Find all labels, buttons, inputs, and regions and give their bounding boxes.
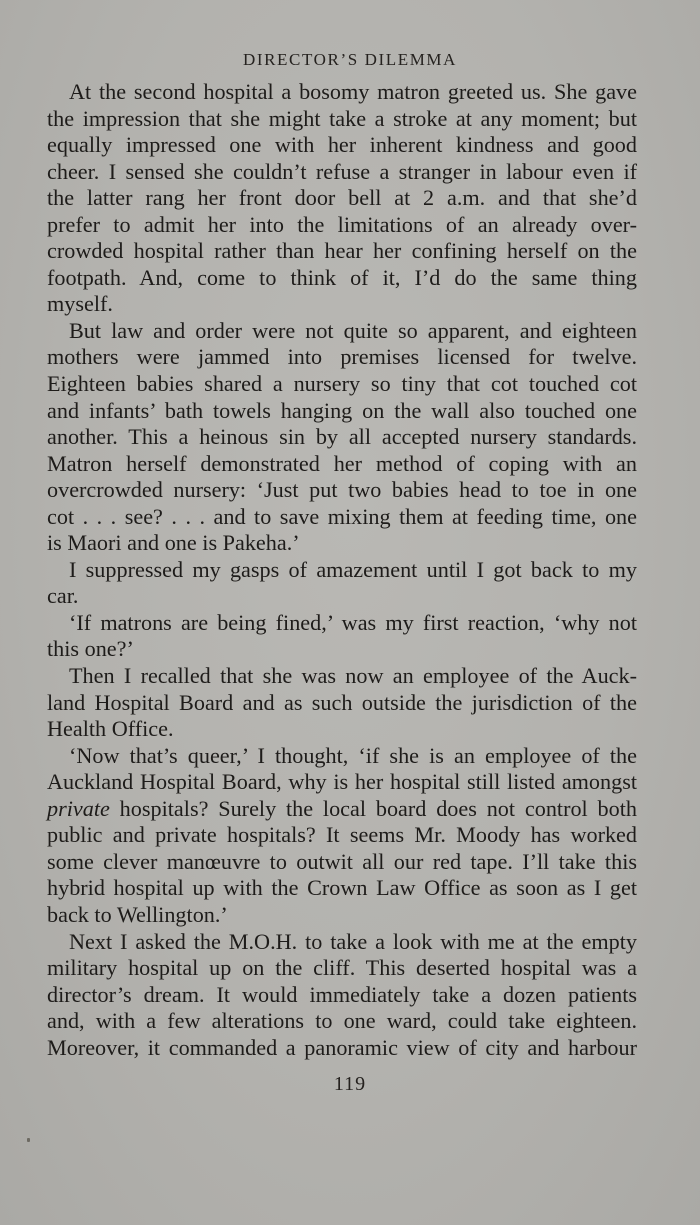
text-line: But law and order were not quite so apparent, and eighteen — [69, 317, 637, 343]
text-line: Eighteen babies shared a nursery so tiny that cot touched cot — [47, 371, 637, 397]
text-line: some clever manœuvre to outwit all our red tape. I’ll take this — [47, 848, 637, 874]
text-line: and infants’ bath towels hanging on the wall also touched one — [47, 397, 637, 423]
text-line: military hospital up on the cliff. This deserted hospital was a — [47, 955, 637, 981]
body-text — [47, 79, 637, 1061]
text-line: car. — [47, 583, 79, 609]
page-number: 119 — [333, 1073, 367, 1095]
text-line: hybrid hospital up with the Crown Law Office as soon as I get — [47, 875, 637, 901]
text-line: another. This a heinous sin by all accepted nursery standards. — [47, 424, 637, 450]
text-line: Matron herself demonstrated her method of coping with an — [47, 450, 637, 476]
text-line: myself. — [47, 291, 113, 317]
text-line: I suppressed my gasps of amazement until I got back to my — [69, 556, 637, 582]
text-line: Then I recalled that she was now an employee of the Auck- — [69, 663, 637, 689]
text-line: public and private hospitals? It seems Mr. Moody has worked — [47, 822, 637, 848]
text-line: cot . . . see? . . . and to save mixing them at feeding time, one — [47, 503, 637, 529]
text-line: Auckland Hospital Board, why is her hospital still listed amongst — [47, 769, 637, 795]
text-line: the impression that she might take a stroke at any moment; but — [47, 105, 637, 131]
text-line: At the second hospital a bosomy matron greeted us. She gave — [69, 79, 637, 104]
text-line: is Maori and one is Pakeha.’ — [47, 530, 300, 556]
text-line: prefer to admit her into the limitations of an already over- — [47, 211, 637, 237]
text-line: ‘Now that’s queer,’ I thought, ‘if she is an employee of the — [69, 742, 637, 768]
text-line: private hospitals? Surely the local board does not control both — [47, 795, 637, 821]
text-line: footpath. And, come to think of it, I’d do the same thing — [47, 264, 637, 290]
text-line: the latter rang her front door bell at 2 a.m. and that she’d — [47, 185, 637, 211]
text-line: Moreover, it commanded a panoramic view of city and harbour — [47, 1034, 637, 1060]
text-line: cheer. I sensed she couldn’t refuse a stranger in labour even if — [47, 158, 637, 184]
text-line: back to Wellington.’ — [47, 901, 228, 927]
running-head: DIRECTOR’S DILEMMA — [242, 50, 458, 69]
text-line: and, with a few alterations to one ward, could take eighteen. — [47, 1008, 637, 1034]
text-line: ‘If matrons are being fined,’ was my first reaction, ‘why not — [69, 609, 637, 635]
text-line: equally impressed one with her inherent kindness and good — [47, 132, 637, 158]
text-line: land Hospital Board and as such outside the jurisdiction of the — [47, 689, 637, 715]
text-line: this one?’ — [47, 636, 134, 662]
text-line: mothers were jammed into premises licensed for twelve. — [47, 344, 637, 370]
text-line: director’s dream. It would immediately take a dozen patients — [47, 981, 637, 1007]
text-line: crowded hospital rather than hear her confining herself on the — [47, 238, 637, 264]
paper-speck — [27, 1138, 30, 1142]
text-line: Health Office. — [47, 716, 174, 742]
text-line: overcrowded nursery: ‘Just put two babies head to toe in one — [47, 477, 637, 503]
text-line: Next I asked the M.O.H. to take a look with me at the empty — [69, 928, 637, 954]
